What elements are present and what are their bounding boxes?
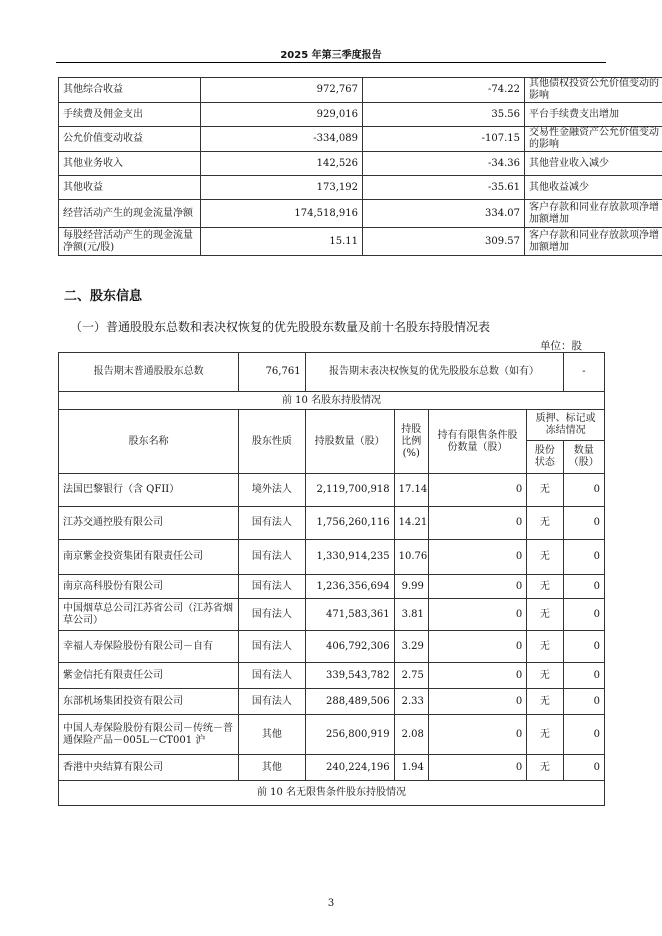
header-shares: 持股数量（股） [305,410,394,474]
unit-label: 单位：股 [540,340,582,352]
item-cell: 公允价值变动收益 [59,127,201,152]
section-title: 二、股东信息 [64,289,143,304]
shareholder-ratio: 9.99 [394,575,428,599]
shareholder-ratio: 10.76 [394,540,428,575]
shareholder-nature: 其他 [239,755,305,781]
item-cell: 经营活动产生的现金流量净额 [59,200,201,228]
item-cell: 其他综合收益 [59,78,201,103]
shareholder-nature: 国有法人 [239,663,305,689]
shareholder-row [59,474,605,507]
shareholder-nature: 国有法人 [239,631,305,663]
pledge-status: 无 [527,575,563,599]
shareholder-name: 中国人寿保险股份有限公司－传统－普通保险产品－005L－CT001 沪 [59,715,239,755]
shareholder-row [59,715,605,755]
shareholder-nature: 境外法人 [239,474,305,507]
amount-cell: 972,767 [201,78,363,103]
unrestricted-caption: 前 10 名无限售条件股东持股情况 [59,781,605,806]
shareholder-shares: 339,543,782 [305,663,394,689]
item-cell: 其他业务收入 [59,152,201,176]
amount-cell: 15.11 [201,228,363,256]
report-header: 2025 年第三季度报告 [280,50,382,61]
pledge-qty: 0 [563,663,604,689]
shareholder-name: 南京高科股份有限公司 [59,575,239,599]
shareholder-ratio: 2.75 [394,663,428,689]
page-number: 3 [327,898,335,909]
pledge-qty: 0 [563,507,604,540]
reason-cell: 其他收益减少 [525,176,662,200]
shareholder-nature: 国有法人 [239,599,305,631]
shareholder-row [59,540,605,575]
shareholder-nature: 国有法人 [239,689,305,715]
amount-cell: -334,089 [201,127,363,152]
shareholder-shares: 1,330,914,235 [305,540,394,575]
total-shareholders-label: 报告期末普通股股东总数 [59,353,239,392]
shareholder-ratio: 14.21 [394,507,428,540]
financial-change-row [59,176,662,200]
shareholder-restricted: 0 [428,715,526,755]
pledge-qty: 0 [563,575,604,599]
header-pledge-status: 股份状态 [527,441,563,474]
shareholder-ratio: 17.14 [394,474,428,507]
shareholder-ratio: 2.08 [394,715,428,755]
reason-cell: 平台手续费支出增加 [525,103,662,127]
item-cell: 其他收益 [59,176,201,200]
pledge-qty: 0 [563,474,604,507]
pledge-status: 无 [527,631,563,663]
pledge-status: 无 [527,540,563,575]
financial-change-row [59,78,662,103]
financial-changes-table [58,77,662,256]
shareholder-shares: 471,583,361 [305,599,394,631]
pct-cell: -74.22 [363,78,525,103]
header-name: 股东名称 [59,410,239,474]
shareholder-restricted: 0 [428,755,526,781]
shareholder-name: 香港中央结算有限公司 [59,755,239,781]
pledge-qty: 0 [563,631,604,663]
shareholder-nature: 其他 [239,715,305,755]
shareholder-shares: 2,119,700,918 [305,474,394,507]
shareholder-ratio: 1.94 [394,755,428,781]
pledge-qty: 0 [563,599,604,631]
shareholder-ratio: 2.33 [394,689,428,715]
shareholder-restricted: 0 [428,575,526,599]
pledge-qty: 0 [563,540,604,575]
shareholder-name: 南京紫金投资集团有限责任公司 [59,540,239,575]
shareholder-restricted: 0 [428,663,526,689]
pct-cell: 334.07 [363,200,525,228]
header-nature: 股东性质 [239,410,305,474]
shareholder-shares: 256,800,919 [305,715,394,755]
shareholder-shares: 1,236,356,694 [305,575,394,599]
pct-cell: 35.56 [363,103,525,127]
shareholder-row [59,575,605,599]
reason-cell: 其他债权投资公允价值变动的影响 [525,78,662,103]
shareholder-row [59,755,605,781]
shareholder-ratio: 3.29 [394,631,428,663]
header-divider [56,62,606,63]
shareholder-restricted: 0 [428,599,526,631]
shareholder-ratio: 3.81 [394,599,428,631]
pct-cell: -34.36 [363,152,525,176]
reason-cell: 交易性金融资产公允价值变动的影响 [525,127,662,152]
shareholder-nature: 国有法人 [239,507,305,540]
shareholder-name: 法国巴黎银行（含 QFII） [59,474,239,507]
amount-cell: 174,518,916 [201,200,363,228]
shareholder-shares: 240,224,196 [305,755,394,781]
financial-change-row [59,152,662,176]
reason-cell: 客户存款和同业存放款项净增加额增加 [525,228,662,256]
shareholder-restricted: 0 [428,540,526,575]
pledge-qty: 0 [563,755,604,781]
header-ratio: 持股比例(%) [394,410,428,474]
financial-change-row [59,103,662,127]
shareholder-restricted: 0 [428,631,526,663]
subsection-title: （一）普通股股东总数和表决权恢复的优先股股东数量及前十名股东持股情况表 [70,320,491,334]
pledge-status: 无 [527,663,563,689]
amount-cell: 142,526 [201,152,363,176]
pct-cell: -35.61 [363,176,525,200]
pledge-status: 无 [527,599,563,631]
shareholder-row [59,507,605,540]
header-pledge-qty: 数量（股） [563,441,604,474]
shareholder-restricted: 0 [428,689,526,715]
shareholder-shares: 288,489,506 [305,689,394,715]
pledge-status: 无 [527,755,563,781]
pledge-status: 无 [527,474,563,507]
reason-cell: 客户存款和同业存放款项净增加额增加 [525,200,662,228]
reason-cell: 其他营业收入减少 [525,152,662,176]
pledge-qty: 0 [563,715,604,755]
shareholder-name: 江苏交通控股有限公司 [59,507,239,540]
item-cell: 手续费及佣金支出 [59,103,201,127]
financial-change-row [59,228,662,256]
amount-cell: 173,192 [201,176,363,200]
pledge-qty: 0 [563,689,604,715]
shareholder-name: 东部机场集团投资有限公司 [59,689,239,715]
preferred-shareholders-value: - [563,353,604,392]
pledge-status: 无 [527,689,563,715]
preferred-shareholders-label: 报告期末表决权恢复的优先股股东总数（如有） [305,353,563,392]
shareholder-name: 紫金信托有限责任公司 [59,663,239,689]
shareholder-nature: 国有法人 [239,575,305,599]
shareholder-row [59,689,605,715]
shareholder-nature: 国有法人 [239,540,305,575]
shareholder-restricted: 0 [428,474,526,507]
shareholder-shares: 406,792,306 [305,631,394,663]
shareholder-row [59,599,605,631]
shareholders-table [58,352,605,806]
header-pledge: 质押、标记或冻结情况 [527,410,605,441]
top10-caption: 前 10 名股东持股情况 [59,392,605,410]
pledge-status: 无 [527,507,563,540]
shareholder-restricted: 0 [428,507,526,540]
pct-cell: -107.15 [363,127,525,152]
amount-cell: 929,016 [201,103,363,127]
total-shareholders-value: 76,761 [239,353,305,392]
financial-change-row [59,200,662,228]
pct-cell: 309.57 [363,228,525,256]
shareholder-row [59,663,605,689]
item-cell: 每股经营活动产生的现金流量净额(元/股) [59,228,201,256]
pledge-status: 无 [527,715,563,755]
shareholder-name: 幸福人寿保险股份有限公司－自有 [59,631,239,663]
header-restricted: 持有有限售条件股份数量（股） [428,410,526,474]
financial-change-row [59,127,662,152]
shareholder-row [59,631,605,663]
shareholder-name: 中国烟草总公司江苏省公司（江苏省烟草公司） [59,599,239,631]
shareholder-shares: 1,756,260,116 [305,507,394,540]
